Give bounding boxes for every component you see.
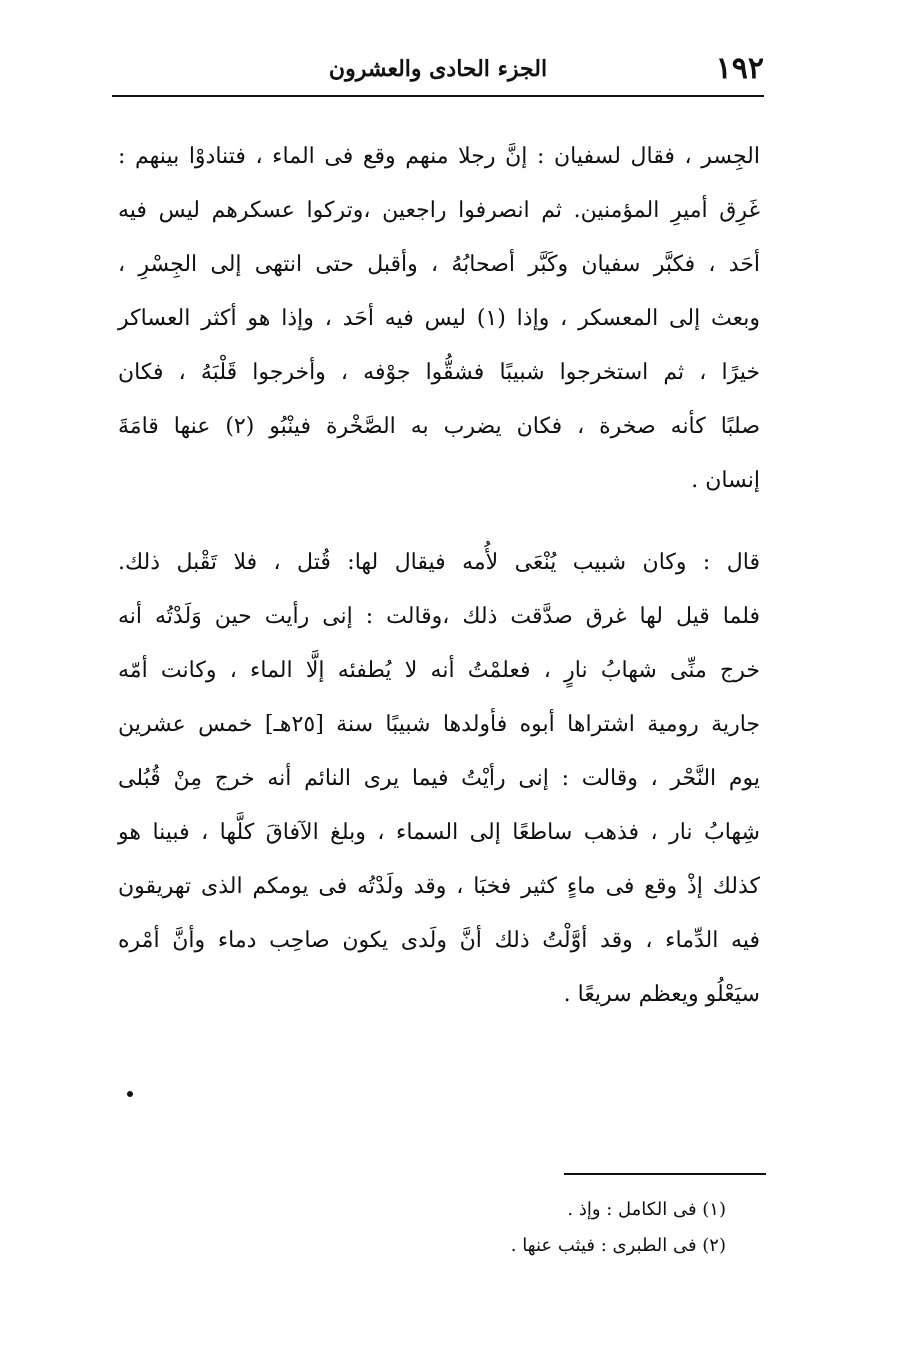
page-header — [112, 44, 764, 96]
text-line: جارية رومية اشتراها أبوه فأولدها شبيبًا سنة [٢٥هـ] خمس عشرين — [118, 712, 760, 737]
text-line: صلبًا كأنه صخرة ، فكان يضرب به الصَّخْرة فينْبُو (٢) عنها قامَةَ — [118, 414, 760, 439]
footnotes — [360, 1192, 726, 1264]
text-line: كذلك إذْ وقع فى ماءٍ كثير فخبَا ، وقد ولَدْتُه فى يومكم الذى تهريقون — [118, 874, 760, 899]
text-line: خيرًا ، ثم استخرجوا شبيبًا فشقُّوا جوْفه ، وأخرجوا قَلْبَهُ ، فكان — [118, 360, 760, 385]
text-line: إنسان . — [691, 468, 760, 493]
footnote-1: (١) فى الكامل : وإذ . — [567, 1199, 726, 1220]
header-divider — [112, 95, 764, 97]
page-number: ١٩٢ — [715, 51, 764, 86]
text-line: يوم النَّحْر ، وقالت : إنى رأيْتُ فيما يرى النائم أنه خرج مِنْ قُبُلى — [118, 766, 760, 791]
footnote-2: (٢) فى الطبرى : فيثب عنها . — [510, 1235, 726, 1256]
text-line: قال : وكان شبيب يُنْعَى لأُمه فيقال لها: قُتل ، فلا تَقْبل ذلك. — [118, 550, 760, 575]
paragraph-1 — [118, 130, 760, 508]
text-line: وبعث إلى المعسكر ، وإذا (١) ليس فيه أحَد ، وإذا هو أكثر العساكر — [118, 306, 760, 331]
text-line: فيه الدِّماء ، وقد أوَّلْتُ ذلك أنَّ ولَدى يكون صاحِب دماء وأنَّ أمْره — [118, 928, 760, 953]
text-line: الجِسر ، فقال لسفيان : إنَّ رجلا منهم وقع فى الماء ، فتنادوْا بينهم : — [118, 144, 760, 169]
text-line: أحَد ، فكبَّر سفيان وكَبَّر أصحابُهُ ، وأقبل حتى انتهى إلى الجِسْرِ ، — [118, 252, 760, 277]
paragraph-gap — [118, 508, 760, 536]
running-title: الجزء الحادى والعشرون — [328, 56, 548, 82]
paragraph-2 — [118, 536, 760, 1022]
text-line: غَرِق أميرِ المؤمنين. ثم انصرفوا راجعين ،وتركوا عسكرهم ليس فيه — [118, 198, 760, 223]
text-line: شِهابُ نار ، فذهب ساطعًا إلى السماء ، وبلغ الآفاقَ كلَّها ، فبينا هو — [118, 820, 760, 845]
text-line: فلما قيل لها غرق صدَّقت ذلك ،وقالت : إنى رأيت حين وَلَدْتُه أنه — [118, 604, 760, 629]
text-line: سيَعْلُو ويعظم سريعًا . — [563, 982, 760, 1007]
ink-dot — [127, 1091, 133, 1097]
footnote-divider — [564, 1173, 766, 1175]
body-text — [118, 130, 760, 1022]
text-line: خرج منِّى شهابُ نارٍ ، فعلمْتُ أنه لا يُطفئه إلَّا الماء ، وكانت أمّه — [118, 658, 760, 683]
